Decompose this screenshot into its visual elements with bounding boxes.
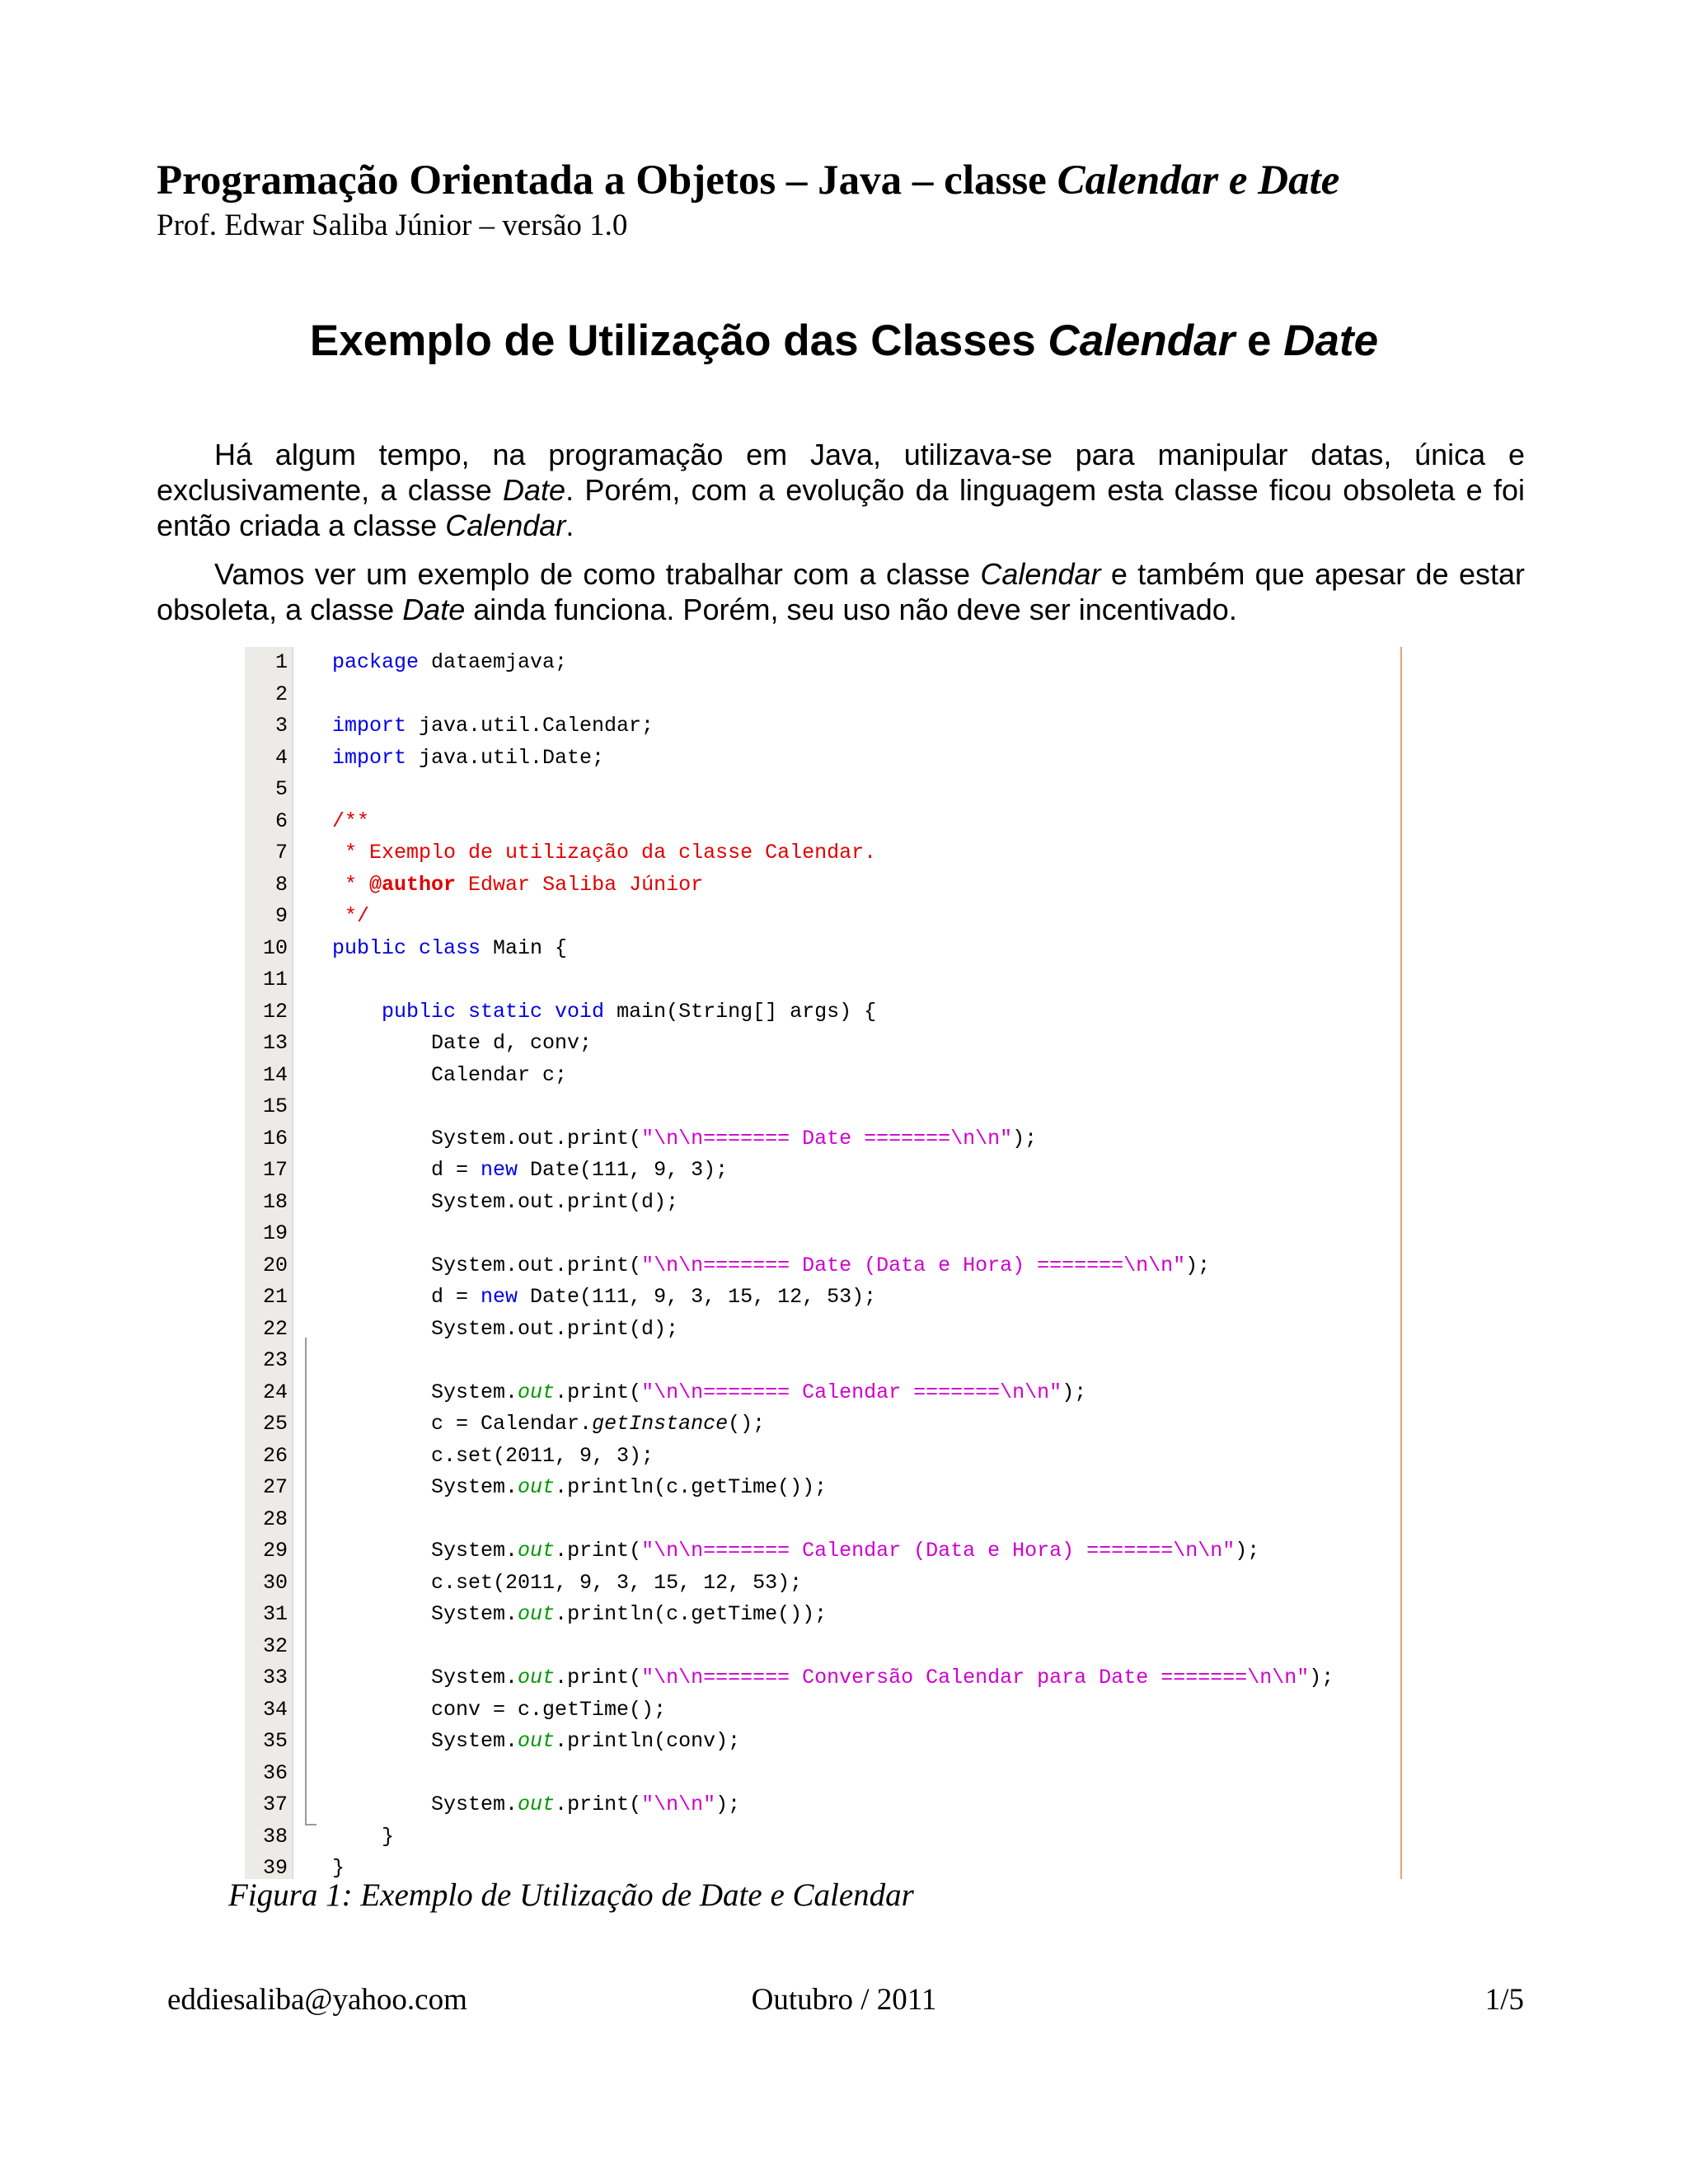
code-string: "\n\n" <box>641 1793 716 1816</box>
code-line <box>245 1535 1432 1568</box>
code-keyword: public static void <box>382 999 605 1024</box>
code-line <box>245 1282 1432 1314</box>
code-text: System. <box>332 1602 518 1626</box>
para1-italic1: Date <box>503 473 566 507</box>
code-line <box>245 869 1432 902</box>
code-text: System. <box>332 1666 518 1690</box>
code-line <box>245 901 1432 933</box>
code-line <box>245 1345 1432 1377</box>
code-text: System. <box>332 1539 518 1563</box>
heading-italic2: Date <box>1283 316 1379 365</box>
code-text: System.out.print( <box>332 1126 642 1151</box>
code-line <box>245 1377 1432 1409</box>
code-string: "\n\n======= Conversão Calendar para Date =======\n\n" <box>641 1666 1310 1690</box>
code-line <box>245 1408 1432 1441</box>
code-field: out <box>518 1475 556 1499</box>
line-number: 38 <box>262 1824 288 1849</box>
line-number: 10 <box>262 935 288 960</box>
code-line <box>245 1789 1432 1821</box>
para2-italic1: Calendar <box>980 557 1101 591</box>
line-number: 13 <box>262 1031 288 1055</box>
footer-email: eddiesaliba@yahoo.com <box>167 1983 467 2017</box>
code-line <box>245 1758 1432 1790</box>
code-text: .println(conv); <box>555 1729 741 1753</box>
code-line <box>245 1091 1432 1123</box>
code-keyword: new <box>481 1158 518 1182</box>
code-text: System.out.print(d); <box>332 1189 679 1214</box>
code-text: Calendar c; <box>332 1062 568 1087</box>
code-line <box>245 1504 1432 1536</box>
code-text: d = <box>332 1285 481 1309</box>
code-line <box>245 1599 1432 1631</box>
code-line <box>245 1123 1432 1155</box>
code-line <box>245 1472 1432 1504</box>
figure-caption: Figura 1: Exemplo de Utilização de Date e Calendar <box>228 1877 914 1913</box>
code-static-method: getInstance <box>592 1412 729 1436</box>
line-number: 21 <box>262 1285 288 1309</box>
line-number: 16 <box>262 1126 288 1151</box>
code-line <box>245 1821 1432 1854</box>
code-keyword: public class <box>332 935 481 960</box>
code-line <box>245 710 1432 743</box>
page-heading <box>0 316 1688 366</box>
line-number: 23 <box>262 1348 288 1372</box>
code-field: out <box>518 1793 556 1816</box>
code-text: .println(c.getTime()); <box>555 1602 828 1626</box>
heading-italic1: Calendar <box>1048 316 1236 365</box>
para2-text2: e também que apesar de estar obsoleta, a classe <box>157 557 1525 626</box>
code-line <box>245 1631 1432 1663</box>
para1-text3: . <box>565 509 574 542</box>
code-line <box>245 806 1432 838</box>
line-number: 30 <box>262 1570 288 1595</box>
code-text: System. <box>332 1475 518 1499</box>
line-number: 12 <box>262 999 288 1024</box>
line-number: 39 <box>262 1856 288 1880</box>
line-number: 3 <box>274 714 288 738</box>
code-string: "\n\n======= Date =======\n\n" <box>641 1126 1013 1151</box>
code-text: Date(111, 9, 3); <box>518 1158 729 1182</box>
code-text: System.out.print( <box>332 1253 642 1277</box>
code-string: "\n\n======= Date (Data e Hora) =======\n\n" <box>641 1253 1186 1277</box>
line-number: 31 <box>262 1602 288 1626</box>
code-line <box>245 647 1432 679</box>
code-string: "\n\n======= Calendar =======\n\n" <box>641 1380 1062 1404</box>
code-text: ); <box>1012 1126 1038 1151</box>
code-text: } <box>332 1856 345 1880</box>
code-text: Date(111, 9, 3, 15, 12, 53); <box>518 1285 877 1309</box>
code-text: System. <box>332 1793 518 1816</box>
footer-date: Outubro / 2011 <box>751 1983 937 2017</box>
code-text: Main { <box>481 935 568 960</box>
code-text: System.out.print(d); <box>332 1316 679 1341</box>
code-text: .println(c.getTime()); <box>555 1475 828 1499</box>
code-text: c = Calendar. <box>332 1412 593 1436</box>
code-text: c.set(2011, 9, 3, 15, 12, 53); <box>332 1570 803 1595</box>
line-number: 34 <box>262 1697 288 1722</box>
code-text: dataemjava; <box>419 650 568 674</box>
line-number: 18 <box>262 1189 288 1214</box>
header-title-italic: Calendar e Date <box>1057 157 1340 204</box>
code-string: "\n\n======= Calendar (Data e Hora) =======\n\n" <box>641 1539 1236 1563</box>
para2-text3: ainda funciona. Porém, seu uso não deve ser incentivado. <box>465 593 1237 626</box>
code-keyword: package <box>332 650 420 674</box>
code-text: .print( <box>555 1793 642 1816</box>
line-number: 22 <box>262 1316 288 1341</box>
code-text: System. <box>332 1380 518 1404</box>
code-line <box>245 1250 1432 1282</box>
code-field: out <box>518 1539 556 1563</box>
code-line <box>245 964 1432 996</box>
line-number: 19 <box>262 1221 288 1245</box>
code-text: ); <box>715 1793 741 1816</box>
code-comment: /** <box>332 808 370 833</box>
code-text: ); <box>1235 1539 1260 1563</box>
code-text: conv = c.getTime(); <box>332 1697 667 1722</box>
code-text: ); <box>1309 1666 1334 1690</box>
line-number: 26 <box>262 1443 288 1468</box>
heading-part2: e <box>1235 316 1284 365</box>
code-comment-tag: @author <box>369 872 457 897</box>
line-number: 35 <box>262 1729 288 1753</box>
code-line <box>245 1662 1432 1694</box>
code-field: out <box>518 1666 556 1690</box>
code-screenshot <box>245 647 1432 1879</box>
code-keyword: import <box>332 714 407 738</box>
line-number: 28 <box>262 1507 288 1531</box>
code-text: ); <box>1185 1253 1211 1277</box>
code-comment: * Exemplo de utilização da classe Calendar. <box>332 841 877 865</box>
para2-text1: Vamos ver um exemplo de como trabalhar com a classe <box>214 557 981 591</box>
document-header-title <box>157 157 1339 204</box>
line-number: 14 <box>262 1062 288 1087</box>
line-number: 37 <box>262 1793 288 1816</box>
code-text: (); <box>728 1412 766 1436</box>
code-text: c.set(2011, 9, 3); <box>332 1443 654 1468</box>
line-number: 27 <box>262 1475 288 1499</box>
code-text: java.util.Date; <box>406 745 605 770</box>
line-number: 29 <box>262 1539 288 1563</box>
code-line <box>245 1155 1432 1187</box>
line-number: 25 <box>262 1412 288 1436</box>
code-line <box>245 1218 1432 1250</box>
code-line <box>245 933 1432 965</box>
line-number: 9 <box>274 904 288 928</box>
code-text: .print( <box>555 1380 642 1404</box>
heading-part1: Exemplo de Utilização das Classes <box>309 316 1048 365</box>
line-number: 6 <box>274 808 288 833</box>
code-line <box>245 1060 1432 1092</box>
code-text: .print( <box>555 1539 642 1563</box>
para1-text2: . Porém, com a evolução da linguagem esta classe ficou obsoleta e foi então criada a classe <box>157 473 1525 542</box>
line-number: 36 <box>262 1760 288 1785</box>
line-number: 1 <box>274 650 288 674</box>
code-field: out <box>518 1380 556 1404</box>
code-text: Date d, conv; <box>332 1031 593 1055</box>
para1-text1: Há algum tempo, na programação em Java, utilizava-se para manipular datas, única e exclusivamente, a classe <box>157 438 1525 507</box>
line-number: 5 <box>274 777 288 801</box>
footer-page-number: 1/5 <box>1484 1983 1524 2017</box>
code-indent <box>332 1000 382 1024</box>
code-field: out <box>518 1602 556 1626</box>
code-line <box>245 1314 1432 1346</box>
code-text: java.util.Calendar; <box>406 714 654 738</box>
para1-italic2: Calendar <box>445 509 566 542</box>
code-field: out <box>518 1729 556 1753</box>
line-number: 17 <box>262 1158 288 1182</box>
code-text: ); <box>1062 1380 1087 1404</box>
code-line <box>245 1441 1432 1473</box>
code-line <box>245 837 1432 869</box>
paragraph-example <box>157 556 1525 627</box>
code-text: main(String[] args) { <box>604 999 877 1024</box>
line-number: 20 <box>262 1253 288 1277</box>
code-line <box>245 1694 1432 1727</box>
line-number: 32 <box>262 1633 288 1658</box>
code-line <box>245 679 1432 711</box>
code-comment: * <box>332 872 370 897</box>
code-text: .print( <box>555 1666 642 1690</box>
code-comment: Edwar Saliba Júnior <box>456 872 704 897</box>
code-line <box>245 1028 1432 1060</box>
header-title-main: Programação Orientada a Objetos – Java – classe <box>157 157 1057 204</box>
line-number: 4 <box>274 745 288 770</box>
line-number: 15 <box>262 1094 288 1118</box>
code-line <box>245 1726 1432 1758</box>
code-text: System. <box>332 1729 518 1753</box>
code-line <box>245 1187 1432 1219</box>
line-number: 8 <box>274 872 288 897</box>
code-keyword: new <box>481 1285 518 1309</box>
code-line <box>245 1568 1432 1600</box>
line-number: 33 <box>262 1666 288 1690</box>
code-line <box>245 996 1432 1029</box>
para2-italic2: Date <box>402 593 466 626</box>
code-comment: */ <box>332 904 370 928</box>
line-number: 2 <box>274 682 288 706</box>
code-text: } <box>332 1824 395 1849</box>
line-number: 24 <box>262 1380 288 1404</box>
document-header-subtitle: Prof. Edwar Saliba Júnior – versão 1.0 <box>157 209 628 242</box>
code-text: d = <box>332 1158 481 1182</box>
code-line <box>245 743 1432 775</box>
code-keyword: import <box>332 745 407 770</box>
line-number: 11 <box>262 968 288 991</box>
paragraph-intro <box>157 437 1525 543</box>
line-number: 7 <box>274 841 288 865</box>
code-line <box>245 774 1432 806</box>
